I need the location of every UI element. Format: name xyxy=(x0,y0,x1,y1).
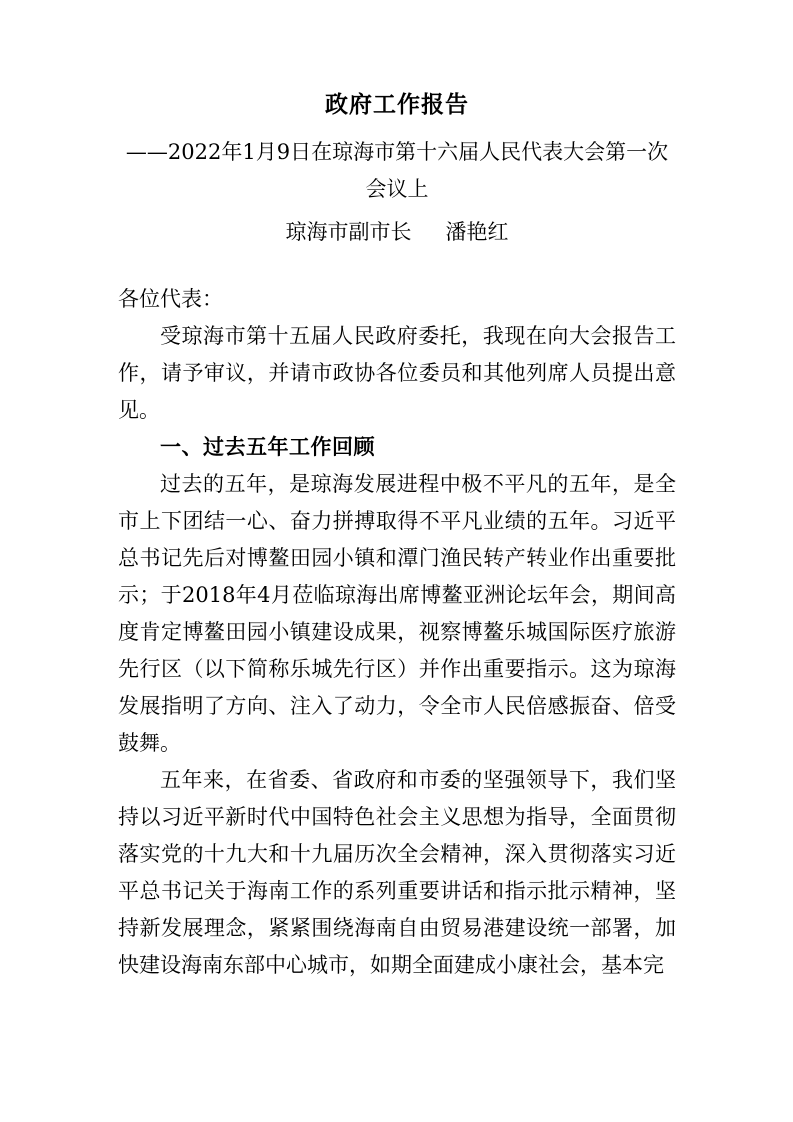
page-content xyxy=(118,0,676,984)
salutation: 各位代表： xyxy=(118,287,223,311)
intro-paragraph: 受琼海市第十五届人民政府委托，我现在向大会报告工作，请予审议，并请市政协各位委员和其他列席人员提出意见。 xyxy=(118,324,676,422)
document-subtitle: ——2022年1月9日在琼海市第十六届人民代表大会第一次会议上 xyxy=(125,140,669,201)
section-heading-one: 一、过去五年工作回顾 xyxy=(160,435,375,459)
byline-role: 琼海市副市长 xyxy=(285,220,412,244)
section-paragraph-2: 五年来，在省委、省政府和市委的坚强领导下，我们坚持以习近平新时代中国特色社会主义思想为指导，全面贯彻落实党的十九大和十九届历次全会精神，深入贯彻落实习近平总书记关于海南工作的系列重要讲话和指示批示精神，坚持新发展理念，紧紧围绕海南自由贸易港建设统一部署，加快建设海南东部中心城市，如期全面建成小康社会，基本完 xyxy=(118,768,676,977)
byline xyxy=(118,208,676,251)
page-title: 政府工作报告 xyxy=(325,92,469,118)
section-paragraph-1: 过去的五年，是琼海发展进程中极不平凡的五年，是全市上下团结一心、奋力拼搏取得不平凡业绩的五年。习近平总书记先后对博鳌田园小镇和潭门渔民转产转业作出重要批示；于2018年4月莅临琼海出席博鳌亚洲论坛年会，期间高度肯定博鳌田园小镇建设成果，视察博鳌乐城国际医疗旅游先行区（以下简称乐城先行区）并作出重要指示。这为琼海发展指明了方向、注入了动力，令全市人民倍感振奋、倍受鼓舞。 xyxy=(118,472,676,755)
byline-name: 潘艳红 xyxy=(445,220,509,244)
